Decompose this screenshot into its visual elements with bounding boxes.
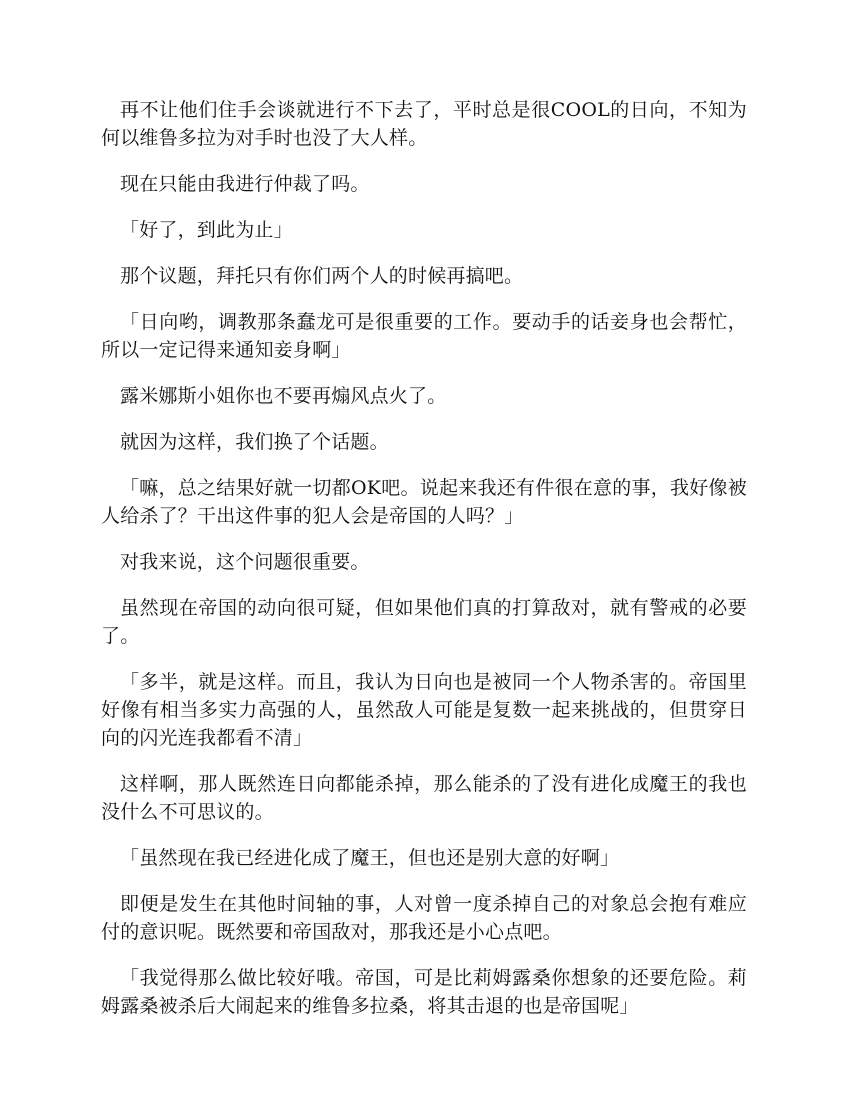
paragraph: 再不让他们住手会谈就进行不下去了，平时总是很COOL的日向，不知为何以维鲁多拉为对手时也没了大人样。 [101,99,747,149]
paragraph: 现在只能由我进行仲裁了吗。 [120,173,370,195]
paragraph: 那个议题，拜托只有你们两个人的时候再搞吧。 [120,265,524,287]
paragraph: 「嘛，总之结果好就一切都OK吧。说起来我还有件很在意的事，我好像被人给杀了？干出这件事的犯人会是帝国的人吗？」 [101,477,747,527]
paragraph: 「好了，到此为止」 [120,219,293,241]
paragraph: 「多半，就是这样。而且，我认为日向也是被同一个人物杀害的。帝国里好像有相当多实力高强的人，虽然敌人可能是复数一起来挑战的，但贯穿日向的闪光连我都看不清」 [101,671,747,749]
paragraph: 虽然现在帝国的动向很可疑，但如果他们真的打算敌对，就有警戒的必要了。 [101,597,747,647]
paragraph: 露米娜斯小姐你也不要再煽风点火了。 [120,385,447,407]
paragraph: 「日向哟，调教那条蠢龙可是很重要的工作。要动手的话妾身也会帮忙，所以一定记得来通知妾身啊」 [101,311,747,361]
paragraph: 即便是发生在其他时间轴的事，人对曾一度杀掉自己的对象总会抱有难应付的意识呢。既然要和帝国敌对，那我还是小心点吧。 [101,893,747,943]
paragraph: 「我觉得那么做比较好哦。帝国，可是比莉姆露桑你想象的还要危险。莉姆露桑被杀后大闹起来的维鲁多拉桑，将其击退的也是帝国呢」 [101,967,747,1017]
paragraph: 这样啊，那人既然连日向都能杀掉，那么能杀的了没有进化成魔王的我也没什么不可思议的。 [101,773,747,823]
paragraph: 对我来说，这个问题很重要。 [120,551,370,573]
paragraph: 就因为这样，我们换了个话题。 [120,431,389,453]
paragraph: 「虽然现在我已经进化成了魔王，但也还是别大意的好啊」 [120,847,620,869]
document-page [101,96,747,1038]
